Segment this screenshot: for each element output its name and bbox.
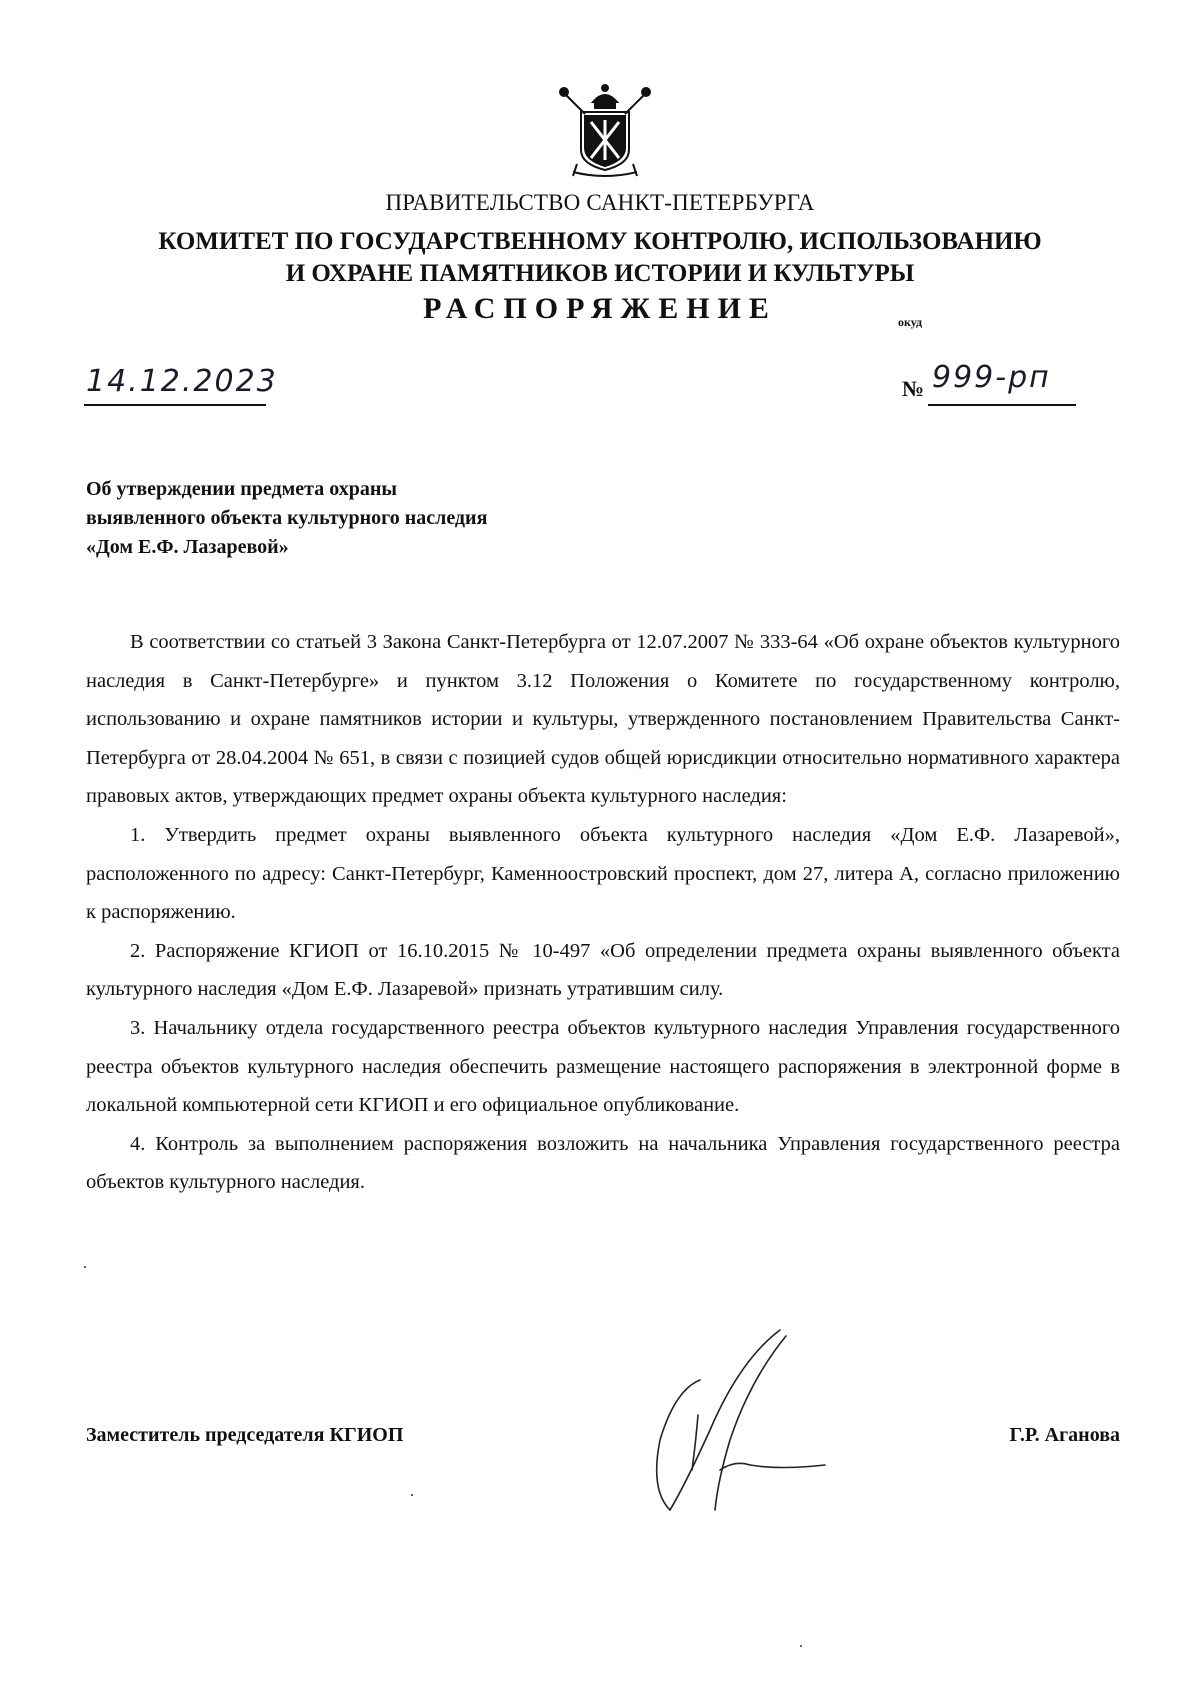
- scan-speck: [84, 1266, 86, 1268]
- committee-line-1: КОМИТЕТ ПО ГОСУДАРСТВЕННОМУ КОНТРОЛЮ, ИСПОЛЬЗОВАНИЮ: [158, 228, 1042, 255]
- item-4-paragraph: 4. Контроль за выполнением распоряжения возложить на начальника Управления государственного реестра объектов культурного наследия.: [86, 1132, 1120, 1194]
- number-sign: №: [902, 376, 925, 401]
- item-3-paragraph: 3. Начальнику отдела государственного реестра объектов культурного наследия Управления государственного реестра объектов культурного наследия обеспечить размещение настоящего распоряжения в электронной форме в локальной компьютерной сети КГИОП и его официальное опубликование.: [86, 1016, 1120, 1117]
- okud-label: окуд: [898, 315, 923, 329]
- scan-speck: [800, 1645, 802, 1647]
- document-number: 999-рп: [932, 360, 1051, 395]
- document-date: 14.12.2023: [86, 364, 278, 399]
- government-name: ПРАВИТЕЛЬСТВО САНКТ-ПЕТЕРБУРГА: [385, 190, 815, 215]
- handwritten-signature-icon: [640, 1320, 850, 1520]
- signer-name: Г.Р. Аганова: [1009, 1424, 1120, 1446]
- document-type: РАСПОРЯЖЕНИЕ: [423, 292, 777, 325]
- subject-line-3: «Дом Е.Ф. Лазаревой»: [86, 536, 289, 558]
- scan-speck: [411, 1494, 413, 1496]
- saint-petersburg-coat-of-arms-icon: [555, 80, 655, 180]
- subject-line-2: выявленного объекта культурного наследия: [86, 507, 488, 529]
- signer-title: Заместитель председателя КГИОП: [86, 1424, 404, 1446]
- preamble-paragraph: В соответствии со статьей 3 Закона Санкт-Петербурга от 12.07.2007 № 333-64 «Об охране объектов культурного наследия в Санкт-Петербурге» и пунктом 3.12 Положения о Комитете по государственному контролю, использованию и охране памятников истории и культуры, утвержденного постановлением Правительства Санкт-Петербурга от 28.04.2004 № 651, в связи с позицией судов общей юрисдикции относительно нормативного характера правовых актов, утверждающих предмет охраны объекта культурного наследия:: [86, 631, 1120, 808]
- document-subject: [86, 475, 686, 562]
- committee-line-2: И ОХРАНЕ ПАМЯТНИКОВ ИСТОРИИ И КУЛЬТУРЫ: [285, 260, 915, 287]
- item-2-paragraph: 2. Распоряжение КГИОП от 16.10.2015 № 10-497 «Об определении предмета охраны выявленного объекта культурного наследия «Дом Е.Ф. Лазаревой» признать утратившим силу.: [86, 939, 1120, 1001]
- document-body: [86, 623, 1120, 1202]
- subject-line-1: Об утверждении предмета охраны: [86, 478, 397, 500]
- committee-name: [60, 226, 1140, 290]
- item-1-paragraph: 1. Утвердить предмет охраны выявленного объекта культурного наследия «Дом Е.Ф. Лазаревой», расположенного по адресу: Санкт-Петербург, Каменноостровский проспект, дом 27, литера А, согласно приложению к распоряжению.: [86, 823, 1120, 924]
